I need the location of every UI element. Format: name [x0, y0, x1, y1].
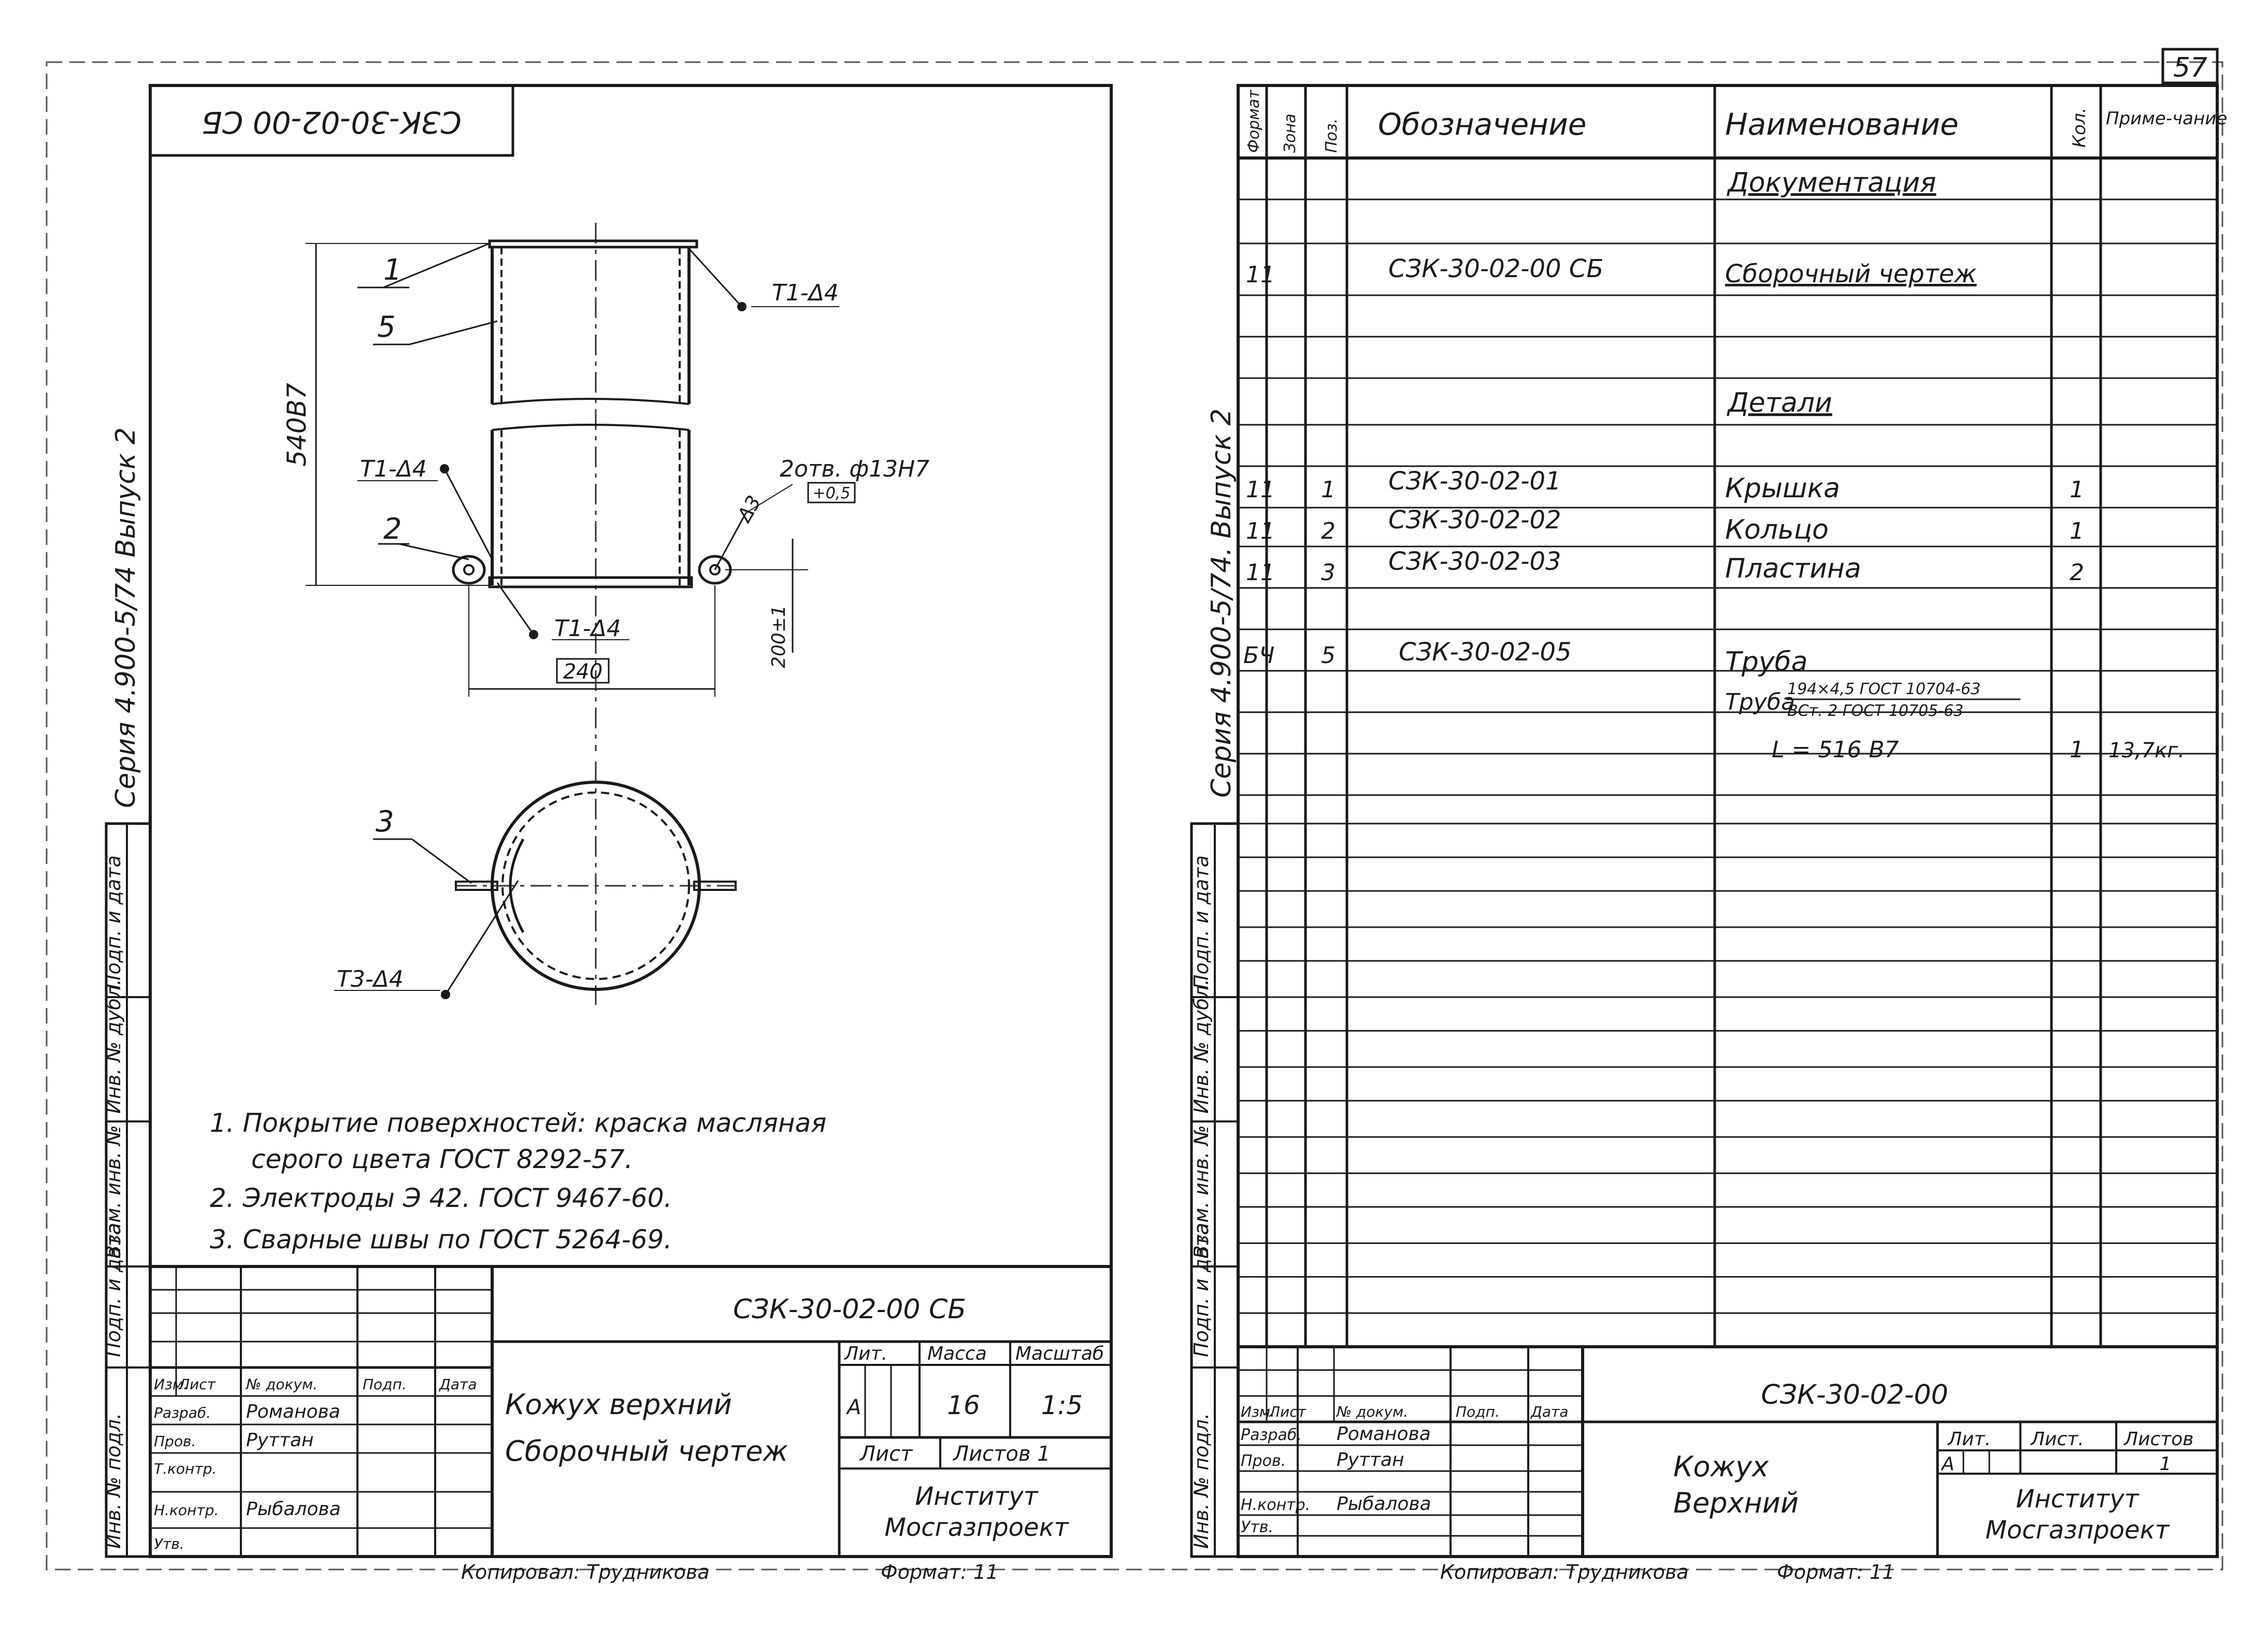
weld-top: Т1-Δ4: [772, 280, 839, 306]
left-tb-role-3: Т.контр.: [154, 1460, 217, 1477]
note-3: 3. Сварные швы по ГОСТ 5264-69.: [210, 1225, 672, 1255]
left-tb-name-line2: Сборочный чертеж: [505, 1435, 788, 1467]
row2-name: Крышка: [1725, 473, 1840, 504]
left-tb-h-doc: № докум.: [246, 1376, 318, 1393]
note-2: 2. Электроды Э 42. ГОСТ 9467-60.: [210, 1183, 672, 1213]
right-tb-sheet-label: Лист.: [2031, 1429, 2084, 1450]
left-tb-lit-label: Лит.: [844, 1343, 887, 1364]
hdr-note: Приме-чание: [2106, 108, 2228, 129]
row3-pos: 2: [1321, 518, 1336, 544]
row3-format: 11: [1246, 518, 1275, 544]
pipe-spec-den: ВСт. 2 ГОСТ 10705-63: [1787, 702, 1964, 720]
hdr-designation: Обозначение: [1378, 107, 1587, 142]
right-tb-lit-label: Лит.: [1948, 1429, 1991, 1450]
right-tb-name-4: Рыбалова: [1337, 1493, 1431, 1515]
left-tb-name-4: Рыбалова: [246, 1499, 341, 1520]
section-documentation: Документация: [1728, 167, 1936, 198]
left-tb-h-sign: Подп.: [363, 1376, 407, 1393]
right-tb-role-2: Пров.: [1241, 1452, 1286, 1470]
left-tb-mass-value: 16: [947, 1390, 980, 1420]
hdr-name: Наименование: [1725, 107, 1959, 142]
hdr-pos: Поз.: [1323, 118, 1341, 153]
tol: +0,5: [812, 484, 851, 502]
right-field-5: Подп. и дата: [1190, 855, 1213, 989]
right-footer-format: Формат: 11: [1777, 1561, 1895, 1583]
callout-5: 5: [377, 310, 396, 344]
right-tb-h-date: Дата: [1531, 1403, 1569, 1420]
left-tb-scale-label: Масштаб: [1015, 1343, 1104, 1364]
row5-format: БЧ: [1243, 642, 1275, 669]
dim-width: 240: [563, 660, 603, 684]
weld-left: Т1-Δ4: [360, 456, 427, 482]
right-footer-copied: Копировал: Трудникова: [1440, 1561, 1689, 1583]
left-tb-h-list: Лист: [179, 1376, 216, 1393]
left-tb-role-5: Утв.: [154, 1535, 184, 1552]
page-number: 57: [2173, 52, 2208, 83]
right-series: Серия 4.900-5/74. Выпуск 2: [1206, 408, 1237, 798]
left-tb-mass-label: Масса: [927, 1343, 987, 1364]
right-tb-name-2: Руттан: [1337, 1449, 1404, 1471]
row3-qty: 1: [2070, 518, 2084, 544]
left-sheet-frame: [150, 85, 1111, 1557]
right-field-3: Взам. инв. №: [1190, 1125, 1213, 1259]
left-tb-h-date: Дата: [439, 1376, 477, 1393]
left-footer-format: Формат: 11: [881, 1561, 999, 1583]
callout-1: 1: [383, 253, 402, 287]
length-note: 13,7кг.: [2108, 739, 2185, 762]
row3-name: Кольцо: [1725, 514, 1829, 545]
right-tb-role-4: Н.контр.: [1241, 1496, 1311, 1514]
right-field-2: Подп. и дата: [1190, 1223, 1213, 1357]
left-tb-role-1: Разраб.: [154, 1404, 211, 1421]
right-tb-h-doc: № докум.: [1337, 1403, 1409, 1420]
spec-table: [1238, 85, 2227, 1347]
row1-format: 11: [1246, 262, 1275, 288]
hdr-zone: Зона: [1281, 113, 1299, 153]
front-view: [282, 223, 929, 751]
notes: [210, 1108, 826, 1255]
row4-pos: 3: [1321, 559, 1336, 586]
right-tb-role-1: Разраб.: [1241, 1426, 1302, 1444]
left-field-3: Взам. инв. №: [102, 1125, 125, 1259]
left-tb-org-2: Мосгазпроект: [884, 1513, 1069, 1542]
dim-height: 540В7: [282, 383, 312, 467]
dim-holes: 2отв. ф13Н7: [780, 456, 930, 482]
callout-3: 3: [376, 805, 394, 839]
row4-designation: СЗК-30-02-03: [1388, 547, 1561, 576]
left-tb-role-4: Н.контр.: [154, 1502, 219, 1519]
right-field-4: Инв. № дубл.: [1190, 979, 1213, 1114]
note-1: 1. Покрытие поверхностей: краска масляная: [210, 1108, 827, 1138]
right-sheet-frame: [1238, 85, 2217, 1557]
right-tb-sheets-label: Листов: [2124, 1429, 2194, 1450]
row5-pos: 5: [1321, 642, 1336, 669]
row5-name: Труба: [1725, 646, 1808, 678]
left-tb-name-1: Романова: [246, 1401, 340, 1422]
left-tb-sheet-label: Лист: [860, 1442, 913, 1466]
right-title-block: [1238, 1347, 2217, 1557]
left-sheet: [102, 85, 1111, 1583]
row5-designation: СЗК-30-02-05: [1399, 638, 1572, 667]
length-line: L = 516 В7: [1772, 737, 1899, 763]
row4-qty: 2: [2070, 559, 2084, 586]
hdr-format: Формат: [1245, 90, 1263, 153]
left-tb-role-2: Пров.: [154, 1433, 196, 1450]
row2-qty: 1: [2070, 477, 2084, 503]
row2-designation: СЗК-30-02-01: [1388, 467, 1561, 496]
left-tb-designation: СЗК-30-02-00 СБ: [733, 1294, 966, 1325]
row1-name: Сборочный чертеж: [1725, 260, 1977, 289]
right-tb-name-1: Романова: [1337, 1423, 1431, 1445]
left-field-2: Подп. и дата: [102, 1223, 125, 1357]
row4-name: Пластина: [1725, 553, 1861, 584]
left-tb-sheets-label: Листов 1: [953, 1442, 1051, 1466]
dim-200: 200±1: [768, 605, 790, 668]
row2-pos: 1: [1321, 477, 1336, 503]
row2-format: 11: [1246, 477, 1275, 503]
weld-bottom: Т1-Δ4: [554, 615, 621, 642]
left-field-5: Подп. и дата: [102, 855, 125, 989]
right-tb-h-sign: Подп.: [1456, 1403, 1500, 1420]
right-tb-h-izm: Изм.: [1241, 1403, 1275, 1420]
right-tb-name-line2: Верхний: [1673, 1487, 1799, 1519]
left-tb-name-line1: Кожух верхний: [505, 1388, 732, 1421]
right-tb-role-5: Утв.: [1241, 1518, 1273, 1536]
rotated-stamp: СЗК-30-02-00 СБ: [202, 104, 462, 140]
callout-2: 2: [383, 512, 402, 546]
right-tb-org-2: Мосгазпроект: [1985, 1516, 2170, 1545]
section-parts: Детали: [1728, 387, 1832, 419]
right-tb-name-line1: Кожух: [1673, 1450, 1769, 1483]
pipe-spec-prefix: Труба: [1725, 689, 1795, 715]
weld-plate: Т3-Δ4: [337, 966, 404, 992]
top-view: [334, 761, 736, 1005]
right-tb-h-list: Лист: [1269, 1403, 1306, 1420]
left-tb-lit-value: А: [847, 1395, 862, 1419]
hdr-qty: Кол.: [2069, 107, 2090, 148]
left-tb-scale-value: 1:5: [1041, 1390, 1083, 1420]
left-title-block: [150, 1266, 1111, 1557]
right-tb-sheets-value: 1: [2159, 1453, 2172, 1475]
left-field-4: Инв. № дубл.: [102, 979, 125, 1114]
right-tb-lit-value: А: [1942, 1453, 1955, 1475]
right-field-1: Инв. № подл.: [1190, 1413, 1213, 1549]
row4-format: 11: [1246, 559, 1275, 586]
right-tb-designation: СЗК-30-02-00: [1761, 1379, 1948, 1410]
left-tb-h-izm: Изм.: [154, 1376, 188, 1393]
left-series: Серия 4.900-5/74 Выпуск 2: [110, 427, 141, 808]
length-qty: 1: [2070, 737, 2084, 763]
weld-side: Δ3: [733, 492, 766, 526]
left-tb-name-2: Руттан: [246, 1430, 314, 1451]
left-field-1: Инв. № подл.: [102, 1413, 125, 1549]
note-1b: серого цвета ГОСТ 8292-57.: [251, 1144, 633, 1174]
right-tb-org-1: Институт: [2016, 1485, 2139, 1514]
row1-designation: СЗК-30-02-00 СБ: [1388, 254, 1604, 283]
pipe-spec-num: 194×4,5 ГОСТ 10704-63: [1787, 680, 1981, 698]
left-tb-org-1: Институт: [915, 1482, 1038, 1511]
left-footer-copied: Копировал: Трудникова: [461, 1561, 710, 1583]
row3-designation: СЗК-30-02-02: [1388, 506, 1561, 535]
right-sheet: [1190, 85, 2227, 1583]
